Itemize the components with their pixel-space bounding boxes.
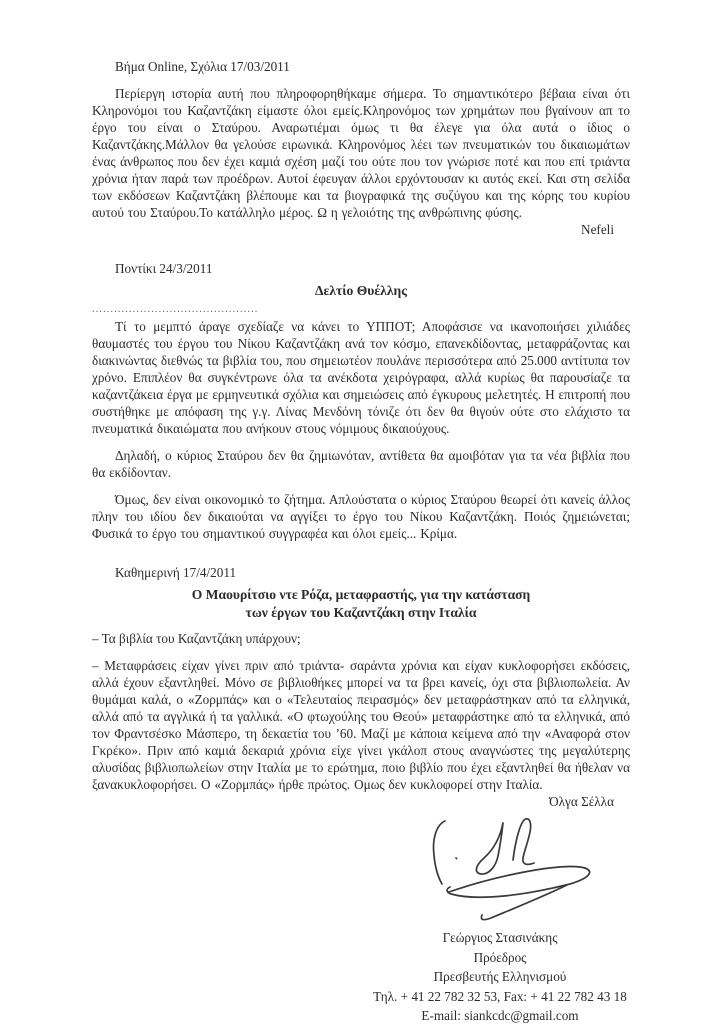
signatory-block: [330, 928, 670, 1024]
article-paragraph-pontiki-2: Δηλαδή, ο κύριος Σταύρου δεν θα ζημιωνόταν, αντίθετα θα αμοιβόταν για τα νέα βιβλία που θα εκδίδονταν.: [92, 448, 630, 480]
source-date-line-vima: Βήμα Online, Σχόλια 17/03/2011: [115, 59, 290, 74]
interview-answer: – Μεταφράσεις είχαν γίνει πριν από τριάντα- σαράντα χρόνια και είχαν κυκλοφορήσει εκδόσεις, αλλά έχουν εξαντληθεί. Μόνο σε βιβλιοθήκες μπορεί να τα βρει κανείς, όχι στα βιβλιοπωλεία. Αν θυμάμαι καλά, ο «Ζορμπάς» και ο «Τελευταίος πειρασμός» δεν μεταφράστηκαν από τα ελληνικά, αλλά από τα αγγλικά ή τα γαλλικά. «Ο φτωχούλης του Θεού» μεταφράστηκε από τα ελληνικά, από τον Φραντσέσκο Μάσπερο, τη δεκαετία του ’60. Μαζί με κάποια κείμενα από την «Αναφορά στον Γκρέκο». Πριν από καμιά δεκαριά χρόνια είχε γίνει γκάλοπ στους αναγνώστες της μεγαλύτερης αλυσίδας βιβλιοπωλείων στην Ιταλία με το ερώτημα, ποιο βιβλίο που έχει εξαντληθεί θα ήθελαν να ξανακυκλοφορήσει. Ο «Ζορμπάς» ήρθε πρώτος. Ομως δεν κυκλοφορεί στην Ιταλία.: [92, 658, 630, 792]
article-title-line-2: των έργων του Καζαντζάκη στην Ιταλία: [245, 605, 477, 620]
contact-email: E-mail: siankcdc@gmail.com: [421, 1008, 579, 1023]
source-date-line-pontiki: Ποντίκι 24/3/2011: [115, 261, 213, 276]
article-paragraph-pontiki-3: Όμως, δεν είναι οικονομικό το ζήτημα. Απλούστατα ο κύριος Σταύρου θεωρεί ότι κανείς άλλος πλην του ιδίου δεν δικαιούται να αγγίξει το έργο του Νίκου Καζαντζάκη. Ποιός ζημειώνεται; Φυσικά το έργο του σημαντικού συγγραφέα και όλοι εμείς... Κρίμα.: [92, 492, 630, 541]
section-heading-deltio-thyellis: Δελτίο Θυέλλης: [315, 283, 407, 298]
article-paragraph-vima: Περίεργη ιστορία αυτή που πληροφορηθήκαμε σήμερα. Το σημαντικότερο βέβαια είναι ότι Κληρονόμοι του Καζαντζάκη είμαστε όλοι εμείς.Κληρονόμος των χρημάτων που βγαίνουν απ το έργο του είναι ο Σταύρου. Αναρωτιέμαι όμως τι θα έλεγε για όλα αυτά ο ίδιος ο Καζαντζάκης.Μάλλον θα γελούσε ειρωνικά. Κληρονόμος λέει των πνευματικών του δικαιωμάτων ένας άνθρωπος που δεν έχει καμιά σχέση μαζί του ούτε που τον γνώρισε ποτέ και που επί τριάντα χρόνια ήταν παρά των προέδρων. Αυτοί έφευγαν άλλοι ερχόντουσαν κι αυτός εκεί. Και στη σελίδα των εκδόσεων Καζαντζάκη βλέπουμε και τα βιογραφικά της συζύγου και της κόρης του κυρίου αυτού του Σταύρου.Το κατάλληλο μέρος. Ω η γελοιότης της ανθρώπινης φύσης.: [92, 86, 630, 220]
signatory-organization: Πρεσβευτής Ελληνισμού: [433, 969, 567, 984]
contact-phone-fax: Τηλ. + 41 22 782 32 53, Fax: + 41 22 782 43 18: [373, 988, 627, 1004]
handwritten-signature-icon: [425, 814, 600, 926]
signature-area: [92, 814, 630, 926]
signoff-olga-sella: Όλγα Σέλλα: [549, 794, 614, 809]
source-date-line-kathimerini: Καθημερινή 17/4/2011: [115, 565, 237, 580]
article-title-line-1: Ο Μαουρίτσιο ντε Ρόζα, μεταφραστής, για την κατάσταση: [191, 587, 531, 602]
interview-question: – Τα βιβλία του Καζαντζάκη υπάρχουν;: [92, 631, 301, 646]
signatory-name: Γεώργιος Στασινάκης: [442, 930, 558, 945]
signoff-nefeli: Nefeli: [581, 222, 614, 237]
dotted-separator: .............................................: [92, 304, 259, 315]
signatory-title: Πρόεδρος: [473, 949, 527, 965]
article-paragraph-pontiki-1: Τί το μεμπτό άραγε σχεδίαζε να κάνει το ΥΠΠΟΤ; Αποφάσισε να ικανοποιήσει χιλιάδες θαυμαστές του έργου του Νίκου Καζαντζάκη ανά τον κόσμο, επανεκδίδοντας, μεταφράζοντας και διακινώντας διεθνώς τα βιβλία του, που σημειωτέον πουλάνε περισσότερα από 25.000 αντίτυπα τον χρόνο. Επιπλέον θα συγκέντρωνε όλα τα ανέκδοτα χειρόγραφα, αλλά κυρίως θα παρουσίαζε τα καζαντζάκεια έργα με ερμηνευτικά σχόλια και σημειώσεις από έγκυρους μελετητές. Η επιτροπή που συστήθηκε με απόφαση της γ.γ. Λίνας Μενδόνη τόνιζε ότι δεν θα θιγούν ούτε στο ελάχιστο τα πνευματικά δικαιώματα που ανήκουν στους νόμιμους δικαιούχους.: [92, 319, 630, 436]
